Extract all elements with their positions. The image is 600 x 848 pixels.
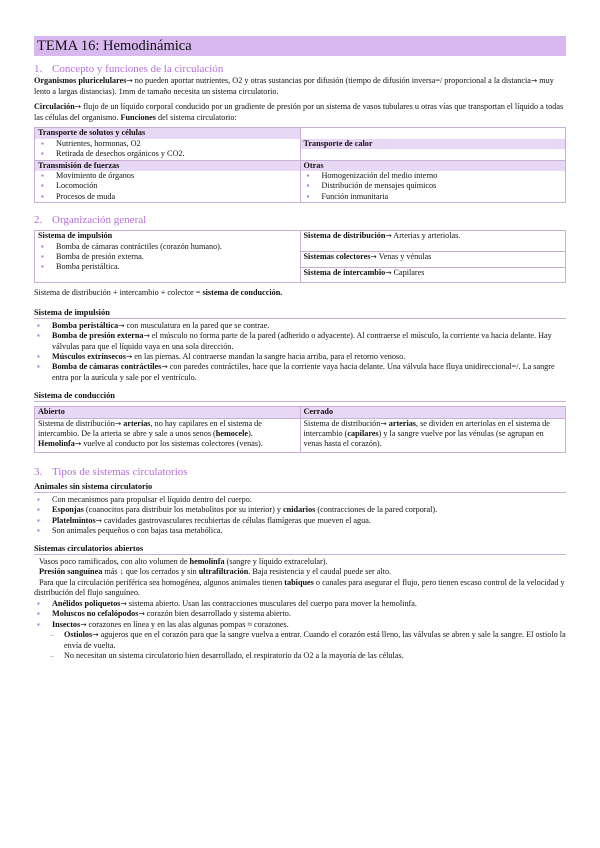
list-item: ▪ Bomba de cámaras contráctiles→ con paredes contráctiles, hace que la corriente vaya hacia delante. Una válvula hace fluya unidireccional=/. La sangre entra por la aurícula y sale por el ventrículo.	[34, 362, 566, 383]
heading-impulsion: Sistema de impulsión	[34, 307, 566, 319]
list-item: ▪ Con mecanismos para propulsar el líquido dentro del cuerpo.	[34, 495, 566, 505]
cell-distribucion: Sistema de distribución→ Arterias y arteriolas.	[300, 231, 566, 252]
list-item: ▪ Bomba peristáltica→ con musculatura en la pared que se contrae.	[34, 321, 566, 331]
functions-table	[34, 127, 566, 203]
summary-line: Sistema de distribución + intercambio + colector = sistema de conducción.	[34, 288, 283, 298]
header-abierto: Abierto	[35, 407, 301, 418]
section-1-heading	[34, 62, 566, 76]
list-item: ▪ Músculos extrínsecos→ en las piernas. Al contraerse mandan la sangre hacia arriba, para el retorno venoso.	[34, 352, 566, 362]
paragraph-presion: Presión sanguínea más ↓ que los cerrados y sin ultrafiltración. Baja resistencia y el caudal puede ser alto.	[39, 567, 392, 577]
insectos-sublist	[34, 630, 566, 661]
cell-cerrado: Sistema de distribución→ arterias, se dividen en arteriolas en el sistema de intercambio (capilares) y la sangre vuelve por las vénulas (se agrupan en venas hasta el corazón).	[300, 418, 566, 452]
paragraph-circulacion: Circulación→ flujo de un líquido corporal conducido por un gradiente de presión por un sistema de vasos tubulares u otras vías que transportan el líquido a todas las células del organismo. Funciones del sistema circulatorio:	[34, 102, 564, 122]
abiertos-list	[34, 599, 566, 630]
section-title: Concepto y funciones de la circulación	[52, 63, 224, 75]
section-3-heading: 3. Tipos de sistemas circulatorios	[34, 465, 188, 478]
list-item: ▪ Bomba de presión externa→ el músculo no forma parte de la pared (adherido o adyacente). Al contraerse el músculo, la corriente va hacia delante. Hay válvulas para que el líquido vaya en una sola dirección.	[34, 331, 566, 352]
paragraph-tabiques: Para que la circulación periférica sea homogénea, algunos animales tienen tabiques o canales para asegurar el flujo, pero tienen escaso control de la velocidad y distribución del flujo sanguíneo.	[34, 577, 565, 598]
conduction-table	[34, 406, 566, 453]
heading-conduccion: Sistema de conducción	[34, 390, 566, 402]
list-item: ▪ Anélidos poliquetos→ sistema abierto. Usan las contracciones musculares del cuerpo para mover la hemolinfa.	[34, 599, 566, 609]
list-item: ▪ Insectos→ corazones en línea y en las alas algunas pompas ≈ corazones.	[34, 620, 566, 630]
document-page	[34, 36, 566, 661]
cell-colectores: Sistemas colectores→ Venas y vénulas	[300, 252, 566, 268]
section-number: 1.	[34, 63, 43, 75]
paragraph-organismos: Organismos pluricelulares→ no pueden aportar nutrientes, O2 y otras sustancias por difusión (tiempo de difusión inversa=/ proporcional a la distancia→ muy lento a largas distancias). 1mm de tamaño necesita un sistema circulatorio.	[34, 76, 554, 96]
heading-sin-sistema: Animales sin sistema circulatorio	[34, 481, 566, 493]
list-item: ▪ Moluscos no cefalópodos→ corazón bien desarrollado y sistema abierto.	[34, 609, 566, 619]
list-item: ▪ Son animales pequeños o con bajas tasa metabólica.	[34, 526, 566, 536]
cell-transporte-solutos: Transporte de solutos y células ▪ Nutrientes, hormonas, O2 ▪ Retirada de desechos orgánicos y CO2.	[35, 128, 301, 160]
sin-sistema-list	[34, 495, 566, 537]
cell-transmision-fuerzas: Transmisión de fuerzas ▪ Movimiento de órganos ▪ Locomoción ▪ Procesos de muda	[35, 160, 301, 203]
section-2-heading: 2. Organización general	[34, 214, 147, 227]
cell-transporte-calor: Transporte de calor	[300, 128, 566, 160]
list-item: ▪ Platelmintos→ cavidades gastrovasculares recubiertas de células flamígeras que mueven el agua.	[34, 516, 566, 526]
page-title: TEMA 16: Hemodinámica	[34, 36, 566, 56]
cell-intercambio: Sistema de intercambio→ Capilares	[300, 268, 566, 283]
cell-sistema-impulsion: Sistema de impulsión ▪ Bomba de cámaras contráctiles (corazón humano). ▪ Bomba de presión externa. ▪ Bomba peristáltica.	[35, 231, 301, 283]
cell-otras: Otras ▪ Homogenización del medio interno ▪ Distribución de mensajes químicos ▪ Función inmunitaria	[300, 160, 566, 203]
cell-abierto: Sistema de distribución→ arterias, no hay capilares en el sistema de intercambio. De la arteria se abre y sale a unos senos (hemocele). Hemolinfa→ vuelve al conducto por los sistemas colectores (venas).	[35, 418, 301, 452]
heading-abiertos: Sistemas circulatorios abiertos	[34, 543, 566, 555]
organization-table	[34, 230, 566, 283]
impulsion-list	[34, 321, 566, 383]
list-item: ▪ Esponjas (coanocitos para distribuir los metabolitos por su interior) y cnidarios (contracciones de la pared corporal).	[34, 505, 566, 515]
header-cerrado: Cerrado	[300, 407, 566, 418]
list-item: – Ostiolos→ agujeros que en el corazón para que la sangre vuelva a entrar. Cuando el corazón está lleno, las válvulas se abren y sale la sangre. El ostiolo la envía de vuelta.	[34, 630, 566, 651]
list-item: – No necesitan un sistema circulatorio bien desarrollado, el respiratorio da O2 a la mayoría de las células.	[34, 651, 566, 661]
paragraph-vasos: Vasos poco ramificados, con alto volumen de hemolinfa (sangre y líquido extracelular).	[39, 556, 328, 566]
